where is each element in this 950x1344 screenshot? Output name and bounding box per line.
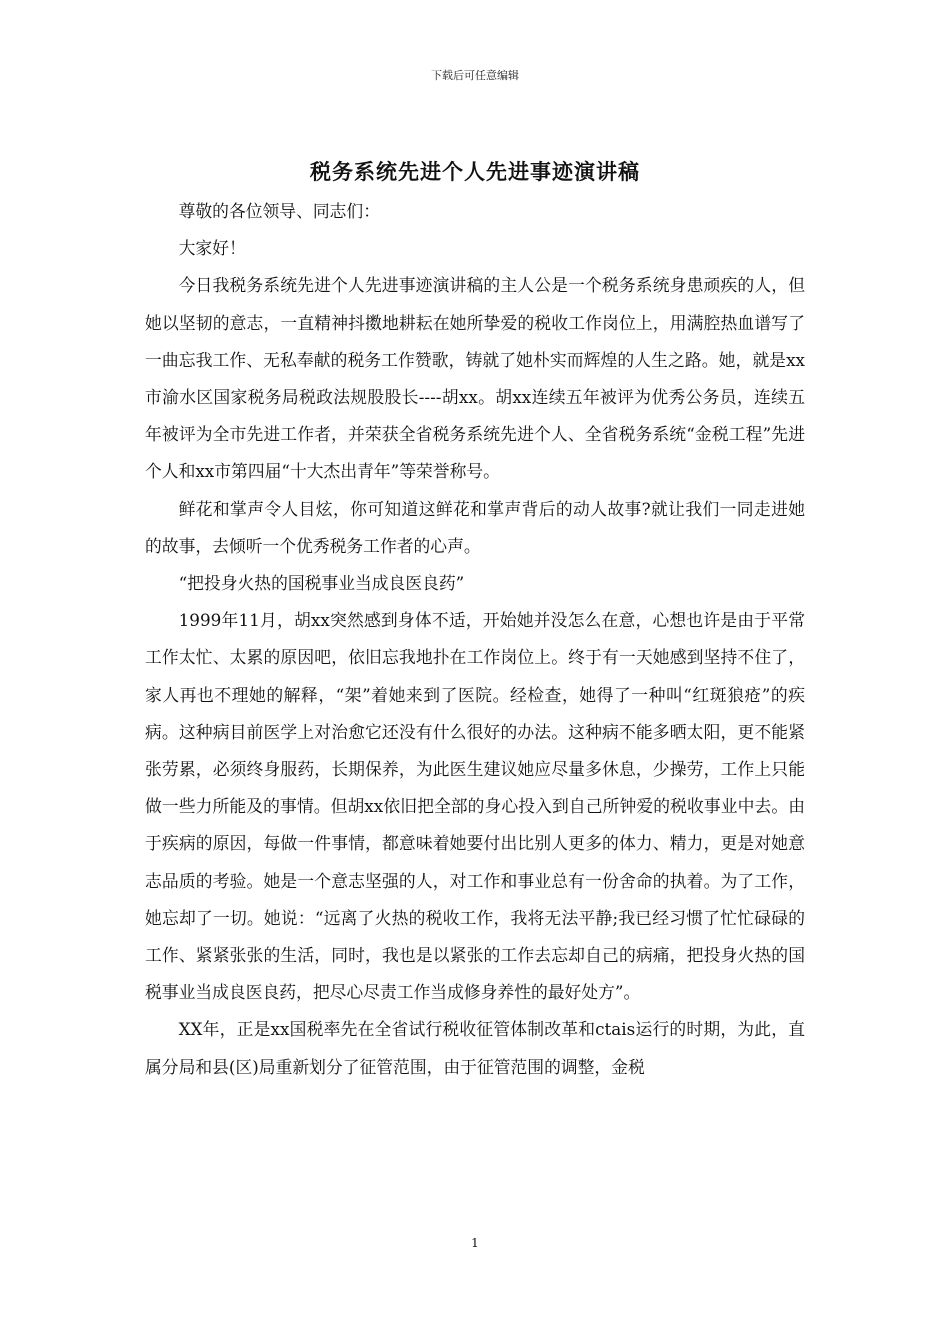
document-body: [145, 193, 805, 1086]
section-heading: “把投身火热的国税事业当成良医良药”: [178, 573, 465, 594]
salutation: 尊敬的各位领导、同志们：: [178, 201, 380, 221]
header-note: 下载后可任意编辑: [431, 69, 519, 82]
page-number: 1: [471, 1236, 479, 1250]
paragraph: 今日我税务系统先进个人先进事迹演讲稿的主人公是一个税务系统身患顽疾的人，但她以坚韧的意志，一直精神抖擞地耕耘在她所挚爱的税收工作岗位上，用满腔热血谱写了一曲忘我工作、无私奉献的税务工作赞歌，铸就了她朴实而辉煌的人生之路。她，就是xx市渝水区国家税务局税政法规股股长----胡xx。胡xx连续五年被评为优秀公务员，连续五年被评为全市先进工作者，并荣获全省税务系统先进个人、全省税务系统“金税工程”先进个人和xx市第四届“十大杰出青年”等荣誉称号。: [145, 275, 805, 482]
paragraph: XX年，正是xx国税率先在全省试行税收征管体制改革和ctais运行的时期，为此，直属分局和县(区)局重新划分了征管范围，由于征管范围的调整，金税: [145, 1019, 805, 1077]
paragraph: 鲜花和掌声令人目炫，你可知道这鲜花和掌声背后的动人故事?就让我们一同走进她的故事，去倾听一个优秀税务工作者的心声。: [145, 498, 805, 556]
paragraph: 1999年11月，胡xx突然感到身体不适，开始她并没怎么在意，心想也许是由于平常工作太忙、太累的原因吧，依旧忘我地扑在工作岗位上。终于有一天她感到坚持不住了，家人再也不理她的解释，“架”着她来到了医院。经检查，她得了一种叫“红斑狼疮”的疾病。这种病目前医学上对治愈它还没有什么很好的办法。这种病不能多晒太阳，更不能紧张劳累，必须终身服药，长期保养，为此医生建议她应尽量多休息，少操劳，工作上只能做一些力所能及的事情。但胡xx依旧把全部的身心投入到自己所钟爱的税收事业中去。由于疾病的原因，每做一件事情，都意味着她要付出比别人更多的体力、精力，更是对她意志品质的考验。她是一个意志坚强的人，对工作和事业总有一份舍命的执着。为了工作，她忘却了一切。她说：“远离了火热的税收工作，我将无法平静;我已经习惯了忙忙碌碌的工作、紧紧张张的生活，同时，我也是以紧张的工作去忘却自己的病痛，把投身火热的国税事业当成良医良药，把尽心尽责工作当成修身养性的最好处方”。: [145, 610, 805, 1003]
greeting: 大家好！: [178, 238, 246, 259]
document-title: 税务系统先进个人先进事迹演讲稿: [310, 159, 640, 184]
